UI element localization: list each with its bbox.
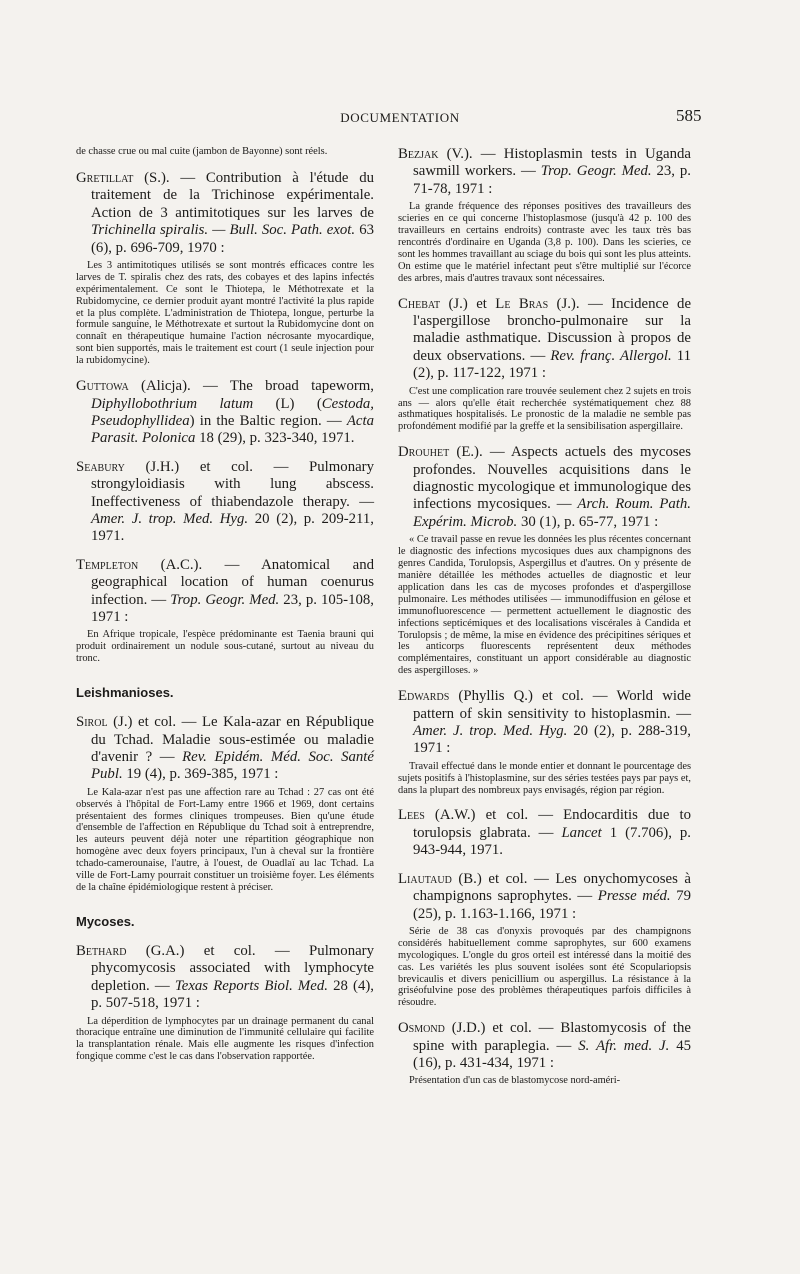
abstract: Les 3 antimitotiques utilisés se sont montrés efficaces contre les larves de T. spiralis chez des rats, des cobayes et des lapins infectés expérimentalement. Ce sont le Thiotepa, le Méthotrexate et la Rubidomycine, ce dernier produit ayant montré l'activité la plus rapide et la plus complète. L'administration de Thiotepa, longue, perturbe la formule sanguine, le Méthotrexate et surtout la Rubidomycine dont on connaît en thérapeutique humaine l'action nécrosante myocardique, sont bien supportés, mais le traitement est court (1 seule injection pour la rubidomycine). — [76, 259, 374, 367]
journal-title: Trop. Geogr. Med. — [540, 163, 652, 180]
author: Drouhet — [398, 444, 450, 461]
reference-text: 63 (6), p. 696-709, 1970 : — [91, 222, 374, 256]
author: Edwards — [398, 688, 450, 705]
entry-edwards — [398, 688, 691, 796]
author: Gretillat — [76, 169, 134, 186]
reference-text: 23, p. 71-78, 1971 : — [413, 163, 691, 197]
entry-chebat — [398, 296, 691, 434]
reference-text: 11 (2), p. 117-122, 1971 : — [413, 347, 692, 382]
reference — [76, 714, 374, 784]
reference-text: ) in the Baltic region. — — [189, 412, 347, 429]
abstract: La déperdition de lymphocytes par un drainage permanent du canal thoracique entraîne une diminution de l'immunité cellulaire qui facilite la transplantation rénale. Mais elle augmente les risques d'infection fongique comme c'est le cas dans l'observation rapportée. — [76, 1015, 374, 1063]
page-number: 585 — [676, 106, 702, 125]
entry-gretillat — [76, 170, 374, 367]
reference-text: (J.H.) et col. — Pulmonary strongyloidiasis with lung abscess. Ineffectiveness of thiabendazole therapy. — — [91, 458, 374, 510]
entry-sirol — [76, 714, 374, 894]
journal-title: Rev. franç. Allergol. — [550, 347, 672, 364]
journal-title: Lancet — [561, 824, 602, 841]
page-header-title: DOCUMENTATION — [340, 110, 460, 125]
entry-guttowa — [76, 378, 374, 448]
reference-text: (J.) et col. — Le Kala-azar en République du Tchad. Maladie sous-estimée ou maladie d'avenir ? — — [91, 714, 374, 765]
abstract: En Afrique tropicale, l'espèce prédominante est Taenia brauni qui produit ordinairement un nodule sous-cutané, surtout au niveau du tronc. — [76, 629, 374, 665]
reference-text: (A.C.). — Anatomical and geographical location of human coenurus infection. — — [91, 556, 374, 608]
journal-title: Amer. J. trop. Med. Hyg. — [413, 722, 568, 739]
author: Le Bras — [495, 295, 549, 312]
reference-text: 20 (2), p. 209-211, 1971. — [91, 510, 374, 545]
left-column — [76, 146, 374, 1074]
reference — [398, 688, 691, 758]
author: Bezjak — [398, 146, 439, 162]
reference-text: (B.) et col. — Les onychomycoses à champignons saprophytes. — — [413, 870, 691, 905]
reference — [76, 378, 374, 448]
entry-bethard — [76, 943, 374, 1063]
entry-seabury — [76, 459, 374, 546]
reference-text: 20 (2), p. 288-319, 1971 : — [413, 722, 691, 757]
entry-drouhet — [398, 444, 691, 677]
author: Sirol — [76, 714, 108, 731]
author: Templeton — [76, 556, 139, 573]
reference-text: 45 (16), p. 431-434, 1971 : — [413, 1037, 691, 1072]
author: Seabury — [76, 458, 125, 475]
author: Liautaud — [398, 870, 452, 887]
author: Bethard — [76, 942, 127, 959]
continuation-text: de chasse crue ou mal cuite (jambon de Bayonne) sont réels. — [76, 146, 328, 157]
reference — [76, 170, 374, 257]
author: Guttowa — [76, 378, 129, 395]
reference-text: (L) ( — [253, 395, 322, 412]
section-heading-leishmanioses: Leishmanioses. — [76, 685, 174, 701]
journal-title: Presse méd. — [597, 888, 671, 905]
journal-title: Trop. Geogr. Med. — [170, 591, 280, 608]
reference-text: (G.A.) et col. — Pulmonary phycomycosis associated with lymphocyte depletion. — — [91, 942, 374, 994]
abstract: C'est une complication rare trouvée seulement chez 2 sujets en trois ans — alors qu'elle était recherchée systématiquement chez 88 asthmatiques hospitalisés. Le pronostic de la maladie ne semble pas profondément modifié par la greffe et la sensibilisation aspergillaire. — [398, 385, 691, 433]
reference-text: (Phyllis Q.) et col. — World wide pattern of skin sensitivity to histoplasmin. — — [413, 688, 691, 722]
reference-text: (Alicja). — The broad tapeworm, — [128, 378, 374, 395]
reference — [398, 146, 691, 198]
reference — [398, 1020, 691, 1072]
section-heading-mycoses: Mycoses. — [76, 913, 135, 929]
abstract: « Ce travail passe en revue les données les plus récentes concernant le diagnostic des infections mycosiques dues aux champignons des genres Candida, Torulopsis, Aspergillus et d'autres. On y présente de manière détaillée les méthodes actuelles de diagnostic et leur application dans les cas de mycoses profondes et d'aspergillose pulmonaire. Les méthodes utilisées — immunodiffusion en gélose et immunofluorescence — permettent actuellement le diagnostic des infections septicémiques et des localisations viscérales à Candida et Torulopsis ; de même, la mise en évidence des précipitines sériques et les anticorps fluorescents représentent deux méthodes complémentaires, constituant un apport considérable au diagnostic des aspergilloses. » — [398, 534, 691, 677]
right-column — [398, 146, 691, 1098]
reference — [398, 807, 691, 859]
reference — [76, 557, 374, 627]
reference-text: 23, p. 105-108, 1971 : — [91, 591, 374, 625]
abstract: Le Kala-azar n'est pas une affection rare au Tchad : 27 cas ont été observés à l'hôpital de Fort-Lamy entre 1966 et 1969, dont certains présentaient des formes cliniques trompeuses. Bien qu'une étude d'ensemble de l'affection en République du Tchad soit à entreprendre, les auteurs peuvent déjà noter une répartition géographique non homogène avec deux foyers principaux, l'un à cheval sur la frontière tchado-camerounaise, l'autre, à l'ouest, de Ouadlaï au lac Tchad. La ville de Fort-Lamy pourrait constituer un troisième foyer. Les éléments de la chaîne épidémiologique restent à préciser. — [76, 786, 374, 893]
reference — [398, 871, 691, 923]
journal-title: Acta Parasit. Polonica — [91, 412, 374, 447]
entry-osmond — [398, 1020, 691, 1087]
journal-title: Arch. Roum. Path. Expérim. Microb. — [413, 496, 691, 530]
abstract: La grande fréquence des réponses positives des travailleurs des scieries en ce qui concerne l'histoplasmose (jusqu'à 42 p. 100 des travailleurs en certains endroits) contraste avec les taux très bas rencontrés d'ordinaire en Uganda (3,8 p. 100). Dans les scieries, ce sont les hommes travaillant au sciage du bois qui sont les plus atteints. On estime que le matériel infectant peut s'être multiplié sur l'écorce des arbres, mais d'autres travaux sont nécessaires. — [398, 201, 691, 284]
entry-templeton — [76, 557, 374, 665]
reference-text: (A.W.) et col. — Endocarditis due to torulopsis glabrata. — — [413, 807, 691, 841]
journal-title: Rev. Epidém. Méd. Soc. Santé Publ. — [91, 748, 374, 783]
entry-liautaud — [398, 871, 691, 1010]
journal-title: Amer. J. trop. Med. Hyg. — [91, 510, 249, 527]
reference — [76, 459, 374, 546]
taxon-name: Cestoda, Pseudophyllidea — [91, 395, 374, 429]
reference-text: (J.) et — [440, 295, 496, 312]
reference-text: 18 (29), p. 323-340, 1971. — [195, 430, 355, 447]
reference-text: (J.). — Incidence de l'aspergillose broncho-pulmonaire sur la maladie asthmatique. Discussion à propos de deux observations. — — [413, 295, 692, 364]
reference-text: 79 (25), p. 1.163-1.166, 1971 : — [413, 888, 691, 922]
author: Lees — [398, 807, 425, 824]
entry-bezjak — [398, 146, 691, 285]
reference — [76, 943, 374, 1013]
reference-text: 19 (4), p. 369-385, 1971 : — [122, 766, 279, 783]
abstract: Travail effectué dans le monde entier et donnant le pourcentage des sujets positifs à l'histoplasmine, sur des séries testées pays par pays et, dans la plupart des nombreux pays envisagés, région par région. — [398, 760, 691, 796]
reference-text: (J.D.) et col. — Blastomycosis of the spine with paraplegia. — — [413, 1020, 691, 1054]
reference-text: 1 (7.706), p. 943-944, 1971. — [413, 824, 691, 859]
journal-title: Texas Reports Biol. Med. — [174, 977, 328, 994]
journal-title: S. Afr. med. J. — [578, 1037, 670, 1054]
reference-text: 30 (1), p. 65-77, 1971 : — [517, 513, 659, 530]
entry-lees — [398, 807, 691, 859]
reference-text: (S.). — Contribution à l'étude du traitement de la Trichinose expérimentale. Action de 3 antimitotiques sur les larves de — [91, 169, 374, 221]
author: Chebat — [398, 295, 441, 312]
reference — [398, 444, 691, 531]
reference-text: 28 (4), p. 507-518, 1971 : — [91, 977, 374, 1012]
author: Osmond — [398, 1020, 445, 1037]
reference-text: (E.). — Aspects actuels des mycoses profondes. Nouvelles acquisitions dans le diagnostic mycologique et immunologique des infections mycosiques. — — [413, 444, 691, 513]
abstract: Présentation d'un cas de blastomycose nord-améri- — [409, 1075, 621, 1087]
species-name: Diphyllobothrium latum — [91, 395, 254, 412]
abstract: Série de 38 cas d'onyxis provoqués par des champignons considérés habituellement comme saprophytes, sur 600 examens mycologiques. L'ongle du gros orteil est intéressé dans la moitié des cas. Les variétés les plus souvent isolées sont été Scopulariopsis brevicaulis et divers penicillium ou aspergillus. La résistance à la griséofulvine pose des problèmes thérapeutiques parfois difficiles à résoudre. — [398, 925, 691, 1009]
reference — [398, 296, 691, 383]
journal-title: Trichinella spiralis. — Bull. Soc. Path. exot. — [91, 222, 356, 239]
reference-text: (V.). — Histoplasmin tests in Uganda sawmill workers. — — [413, 146, 691, 180]
